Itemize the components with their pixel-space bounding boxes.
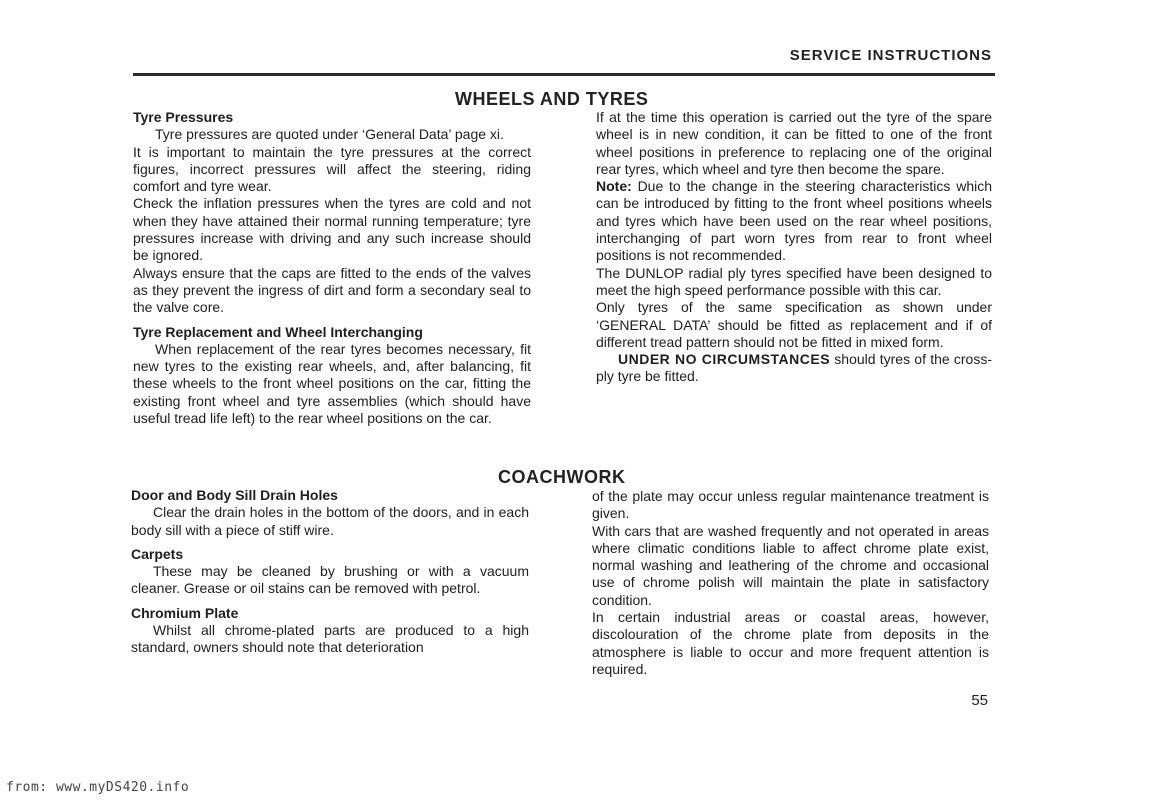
paragraph: Only tyres of the same specification as shown under ‘GENERAL DATA’ should be fitted as replacement and if of different tread pattern should not be fitted in mixed form. xyxy=(596,299,992,350)
wheels-right-column xyxy=(596,109,992,386)
header-divider xyxy=(133,73,995,76)
paragraph: These may be cleaned by brushing or with a vacuum cleaner. Grease or oil stains can be removed with petrol. xyxy=(131,563,529,597)
paragraph: Whilst all chrome-plated parts are produced to a high standard, owners should note that deterioration xyxy=(131,622,529,656)
note-text: Due to the change in the steering characteristics which can be introduced by fitting to the front wheel positions wheels and tyres which have been used on the rear wheel positions, interchanging of part worn tyres from rear to front wheel positions is not recommended. xyxy=(596,178,992,264)
running-header: SERVICE INSTRUCTIONS xyxy=(789,47,992,64)
note-label: Note: xyxy=(596,178,632,195)
tyre-replacement-title: Tyre Replacement and Wheel Interchanging xyxy=(133,323,423,340)
warning-paragraph xyxy=(596,351,992,386)
paragraph: If at the time this operation is carried out the tyre of the spare wheel is in new condition, it can be fitted to one of the front wheel positions in preference to replacing one of the original rear tyres, which wheel and tyre then become the spare. xyxy=(596,109,992,177)
warning-emphasis: UNDER NO CIRCUMSTANCES xyxy=(618,351,831,368)
carpets-title: Carpets xyxy=(131,545,184,562)
paragraph: With cars that are washed frequently and not operated in areas where climatic conditions liable to affect chrome plate exist, normal washing and leathering of the chrome and occasional use of chrome polish will maintain the plate in satisfactory condition. xyxy=(592,522,989,608)
coachwork-right-column xyxy=(592,488,989,678)
paragraph: The DUNLOP radial ply tyres specified have been designed to meet the high speed performance possible with this car. xyxy=(596,264,992,298)
paragraph: Always ensure that the caps are fitted to the ends of the valves as they prevent the ingress of dirt and form a secondary seal to the valve core. xyxy=(133,264,531,316)
chromium-plate-title: Chromium Plate xyxy=(131,604,239,621)
coachwork-section-heading: COACHWORK xyxy=(498,467,626,487)
spacer xyxy=(133,317,531,324)
coachwork-left-column xyxy=(131,487,529,657)
wheels-section-heading: WHEELS AND TYRES xyxy=(455,89,649,109)
note-paragraph xyxy=(596,178,992,264)
paragraph: of the plate may occur unless regular maintenance treatment is given. xyxy=(592,488,989,522)
paragraph: When replacement of the rear tyres becomes necessary, fit new tyres to the existing rear wheels, and, after balancing, fit these wheels to the front wheel positions on the car, fitting the existing front wheel and tyre assemblies (which should have useful tread life left) to the rear wheel positions on the car. xyxy=(133,340,531,427)
paragraph: Check the inflation pressures when the tyres are cold and not when they have attained their normal running temperature; tyre pressures increase with driving and any such increase should be ignored. xyxy=(133,195,531,264)
paragraph: Clear the drain holes in the bottom of the doors, and in each body sill with a piece of stiff wire. xyxy=(131,504,529,538)
page-number: 55 xyxy=(971,692,988,709)
drain-holes-title: Door and Body Sill Drain Holes xyxy=(131,487,338,503)
paragraph: It is important to maintain the tyre pressures at the correct figures, incorrect pressures will affect the steering, riding comfort and tyre wear. xyxy=(133,143,531,195)
wheels-left-column xyxy=(133,109,531,427)
tyre-pressures-title: Tyre Pressures xyxy=(133,109,234,125)
source-watermark: from: www.myDS420.info xyxy=(6,780,190,795)
paragraph: In certain industrial areas or coastal areas, however, discolouration of the chrome plate from deposits in the atmosphere is liable to occur and more frequent attention is required. xyxy=(592,609,989,677)
warning-text: should tyres of the cross-ply tyre be fitted. xyxy=(596,351,992,385)
spacer xyxy=(131,539,529,546)
paragraph: Tyre pressures are quoted under ‘General Data’ page xi. xyxy=(155,126,504,143)
spacer xyxy=(131,598,529,605)
